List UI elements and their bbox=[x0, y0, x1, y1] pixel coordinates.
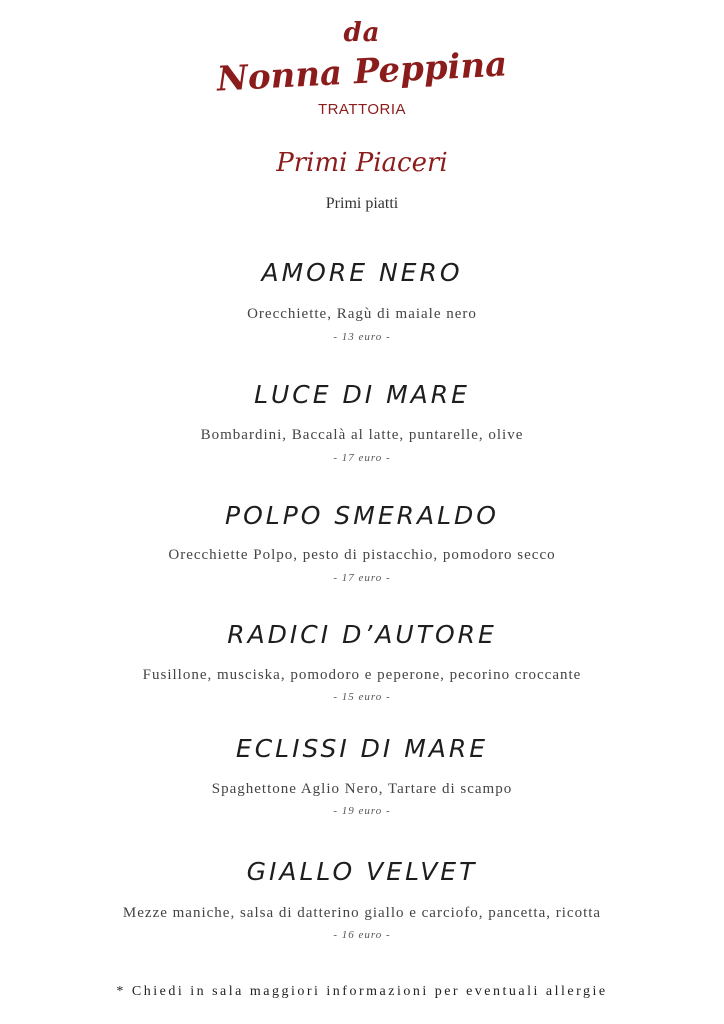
dish-price: - 16 euro - bbox=[333, 929, 391, 941]
logo-da: da bbox=[343, 18, 381, 48]
dish-name: ECLISSI DI MARE bbox=[235, 734, 489, 763]
dish-name: GIALLO VELVET bbox=[246, 857, 478, 886]
dish-price: - 13 euro - bbox=[333, 331, 391, 343]
dish-description: Mezze maniche, salsa di datterino giallo e carciofo, pancetta, ricotta bbox=[122, 905, 602, 921]
allergy-note: * Chiedi in sala maggiori informazioni per eventuali allergie bbox=[116, 984, 608, 999]
dish-name: RADICI D’AUTORE bbox=[227, 620, 497, 649]
dish-price: - 17 euro - bbox=[333, 452, 391, 464]
dish-description: Spaghettone Aglio Nero, Tartare di scampo bbox=[211, 781, 513, 797]
logo-name: Nonna Peppina bbox=[215, 44, 509, 100]
logo-subtitle: TRATTORIA bbox=[317, 101, 407, 118]
dish-name: AMORE NERO bbox=[261, 258, 463, 287]
section-subtitle: Primi piatti bbox=[325, 195, 399, 212]
dish-name: POLPO SMERALDO bbox=[225, 501, 499, 530]
dish-price: - 15 euro - bbox=[333, 691, 391, 703]
dish-name: LUCE DI MARE bbox=[254, 380, 470, 409]
dish-price: - 17 euro - bbox=[333, 572, 391, 584]
dish-price: - 19 euro - bbox=[333, 805, 391, 817]
dish-description: Orecchiette Polpo, pesto di pistacchio, pomodoro secco bbox=[168, 547, 556, 563]
dish-description: Bombardini, Baccalà al latte, puntarelle, olive bbox=[200, 427, 524, 443]
dish-description: Fusillone, musciska, pomodoro e peperone, pecorino croccante bbox=[142, 667, 582, 683]
dish-description: Orecchiette, Ragù di maiale nero bbox=[247, 306, 477, 322]
section-title: Primi Piaceri bbox=[276, 148, 448, 178]
